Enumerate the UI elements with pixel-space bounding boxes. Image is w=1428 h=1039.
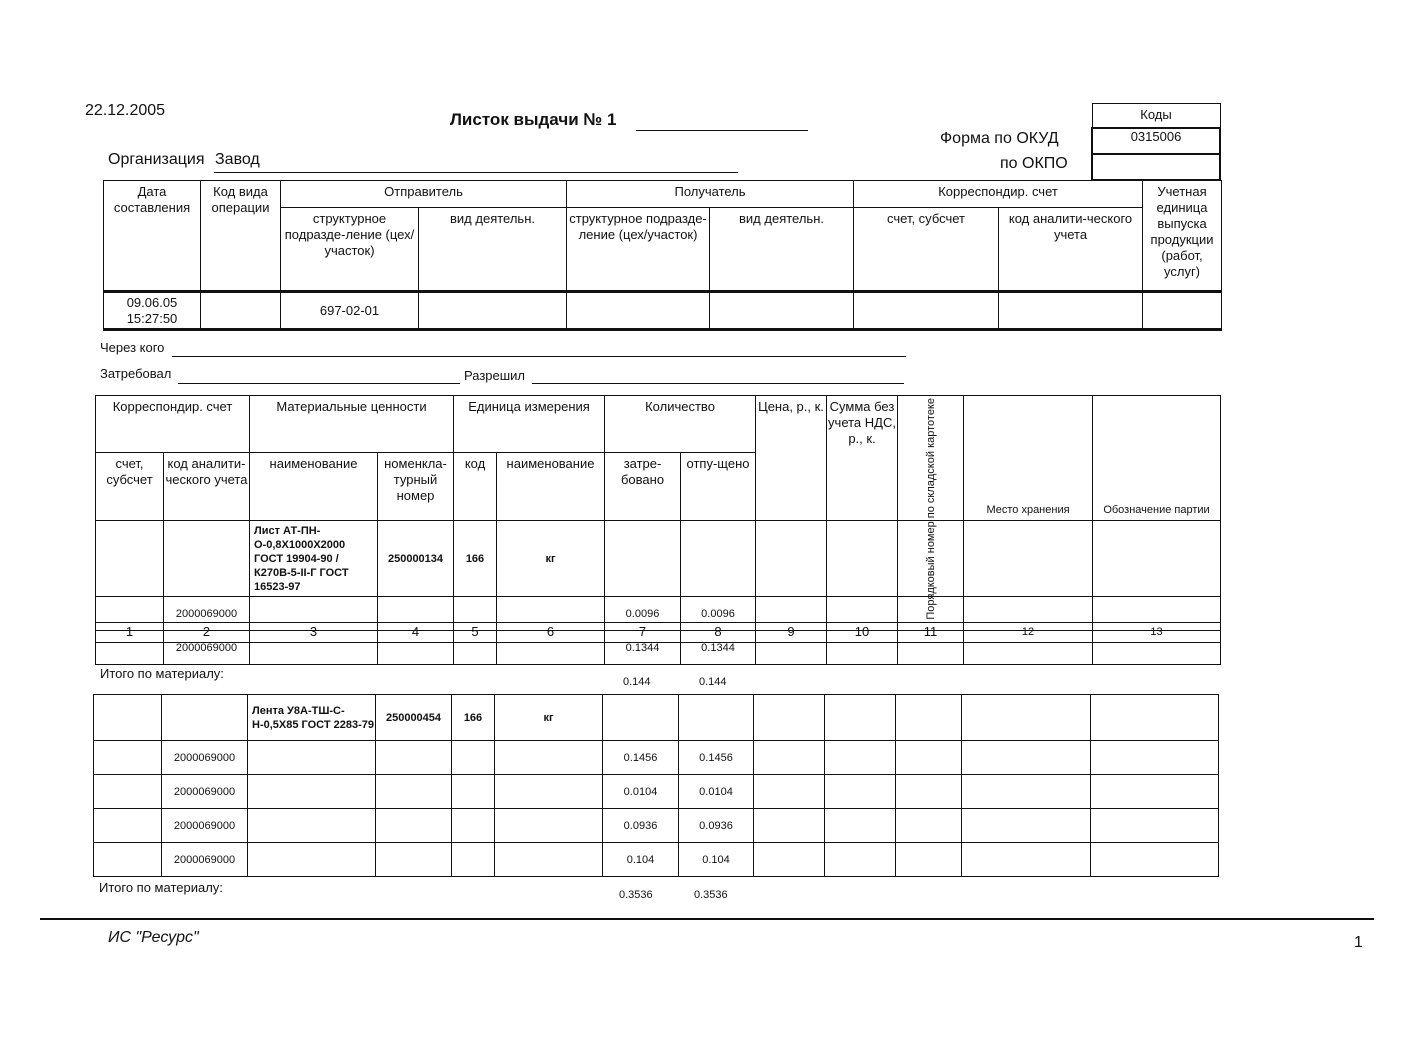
material-row xyxy=(94,695,1219,741)
okud-label: Форма по ОКУД xyxy=(940,130,1059,147)
okpo-label: по ОКПО xyxy=(1000,155,1068,172)
h-account: счет, субсчет xyxy=(96,452,164,622)
sender-struct-header: структурное подразде-ление (цех/участок) xyxy=(281,208,419,292)
org-line xyxy=(214,172,738,173)
sender-activity-cell xyxy=(419,292,567,330)
material-row xyxy=(96,521,1221,597)
table-row xyxy=(96,597,1221,631)
requested-line xyxy=(178,383,460,384)
via-label: Через кого xyxy=(100,340,165,355)
col-num: 5 xyxy=(454,622,497,642)
total-label-1: Итого по материалу: xyxy=(100,666,224,681)
doc-date: 09.06.05 xyxy=(126,294,178,310)
r-released: 0.0104 xyxy=(679,775,754,809)
doc-date-cell xyxy=(104,292,201,330)
okud-code: 0315006 xyxy=(1092,128,1220,154)
m-nomen: 250000134 xyxy=(378,521,454,597)
col-num: 4 xyxy=(378,622,454,642)
analytic-header: код аналити-ческого учета xyxy=(999,208,1143,292)
col-num: 12 xyxy=(964,622,1093,642)
h-storage: Место хранения xyxy=(964,396,1093,623)
sender-header: Отправитель xyxy=(281,181,567,208)
receiver-struct-cell xyxy=(567,292,710,330)
col-num: 11 xyxy=(898,622,964,642)
r-analytic: 2000069000 xyxy=(164,597,250,631)
footer-rule xyxy=(40,918,1374,920)
okpo-code xyxy=(1092,154,1220,180)
r-released: 0.0096 xyxy=(681,597,756,631)
total-released-2: 0.3536 xyxy=(694,889,728,901)
r-requested: 0.104 xyxy=(603,843,679,877)
h-qty: Количество xyxy=(605,396,756,453)
page-number: 1 xyxy=(1354,934,1363,951)
codes-header: Коды xyxy=(1092,104,1220,128)
table-row xyxy=(96,631,1221,665)
date-header: Дата составления xyxy=(104,181,201,292)
total-requested-1: 0.144 xyxy=(623,676,651,688)
codes-table xyxy=(1091,103,1221,181)
r-requested: 0.1456 xyxy=(603,741,679,775)
via-line xyxy=(172,356,906,357)
allowed-line xyxy=(532,383,904,384)
r-analytic: 2000069000 xyxy=(162,775,248,809)
h-sum: Сумма без учета НДС, р., к. xyxy=(827,396,898,623)
col-num: 1 xyxy=(96,622,164,642)
h-batch: Обозначение партии xyxy=(1093,396,1221,623)
unit-cell xyxy=(1143,292,1222,330)
col-num: 13 xyxy=(1093,622,1221,642)
h-code: код xyxy=(454,452,497,622)
allowed-label: Разрешил xyxy=(464,368,526,383)
col-num: 3 xyxy=(250,622,378,642)
table-row xyxy=(94,843,1219,877)
col-num: 9 xyxy=(756,622,827,642)
table-row xyxy=(94,741,1219,775)
h-price: Цена, р., к. xyxy=(756,396,827,623)
r-released: 0.0936 xyxy=(679,809,754,843)
receiver-struct-header: структурное подразде-ление (цех/участок) xyxy=(567,208,710,292)
total-label-2: Итого по материалу: xyxy=(99,880,223,895)
col-num: 8 xyxy=(681,622,756,642)
r-requested: 0.0936 xyxy=(603,809,679,843)
r-analytic: 2000069000 xyxy=(162,741,248,775)
document-date: 22.12.2005 xyxy=(85,102,166,119)
table-row xyxy=(94,809,1219,843)
h-released: отпу-щено xyxy=(681,452,756,622)
col-num: 10 xyxy=(827,622,898,642)
h-material: Материальные ценности xyxy=(250,396,454,453)
h-corr: Корреспондир. счет xyxy=(96,396,250,453)
r-analytic: 2000069000 xyxy=(162,843,248,877)
m-code: 166 xyxy=(452,695,495,741)
total-released-1: 0.144 xyxy=(699,676,727,688)
h-requested: затре-бовано xyxy=(605,452,681,622)
r-released: 0.104 xyxy=(679,843,754,877)
h-card: Порядковый номер по складской картотеке xyxy=(924,398,937,620)
h-analytic: код аналити-ческого учета xyxy=(164,452,250,622)
unit-header: Учетная единица выпуска продукции (работ, услуг) xyxy=(1143,181,1222,292)
r-released: 0.1344 xyxy=(681,631,756,665)
col-num: 6 xyxy=(497,622,605,642)
receiver-activity-cell xyxy=(710,292,854,330)
r-requested: 0.0104 xyxy=(603,775,679,809)
total-requested-2: 0.3536 xyxy=(619,889,653,901)
analytic-cell xyxy=(999,292,1143,330)
requested-label: Затребовал xyxy=(100,366,172,381)
org-label: Организация xyxy=(108,151,205,168)
sender-activity-header: вид деятельн. xyxy=(419,208,567,292)
op-code-cell xyxy=(201,292,281,330)
h-nomen: номенкла-турный номер xyxy=(378,452,454,622)
m-name: Лента У8А-ТШ-С-Н-0,5Х85 ГОСТ 2283-79 xyxy=(248,695,376,741)
sender-receiver-table xyxy=(103,180,1222,331)
h-name: наименование xyxy=(250,452,378,622)
corr-account-header: Корреспондир. счет xyxy=(854,181,1143,208)
sender-struct-cell: 697-02-01 xyxy=(281,292,419,330)
table-row xyxy=(94,775,1219,809)
m-analytic xyxy=(164,521,250,597)
footer-system: ИС "Ресурс" xyxy=(108,929,199,946)
title-number-line xyxy=(636,130,808,131)
col-num: 2 xyxy=(164,622,250,642)
m-code: 166 xyxy=(454,521,497,597)
doc-time: 15:27:50 xyxy=(126,310,178,326)
m-unit: кг xyxy=(495,695,603,741)
h-unit-name: наименование xyxy=(497,452,605,622)
receiver-header: Получатель xyxy=(567,181,854,208)
account-header: счет, субсчет xyxy=(854,208,999,292)
receiver-activity-header: вид деятельн. xyxy=(710,208,854,292)
r-analytic: 2000069000 xyxy=(162,809,248,843)
org-value: Завод xyxy=(215,151,260,168)
operation-code-header: Код вида операции xyxy=(201,181,281,292)
m-unit: кг xyxy=(497,521,605,597)
r-requested: 0.0096 xyxy=(605,597,681,631)
material-block-1 xyxy=(95,520,1221,665)
m-nomen: 250000454 xyxy=(376,695,452,741)
r-released: 0.1456 xyxy=(679,741,754,775)
account-cell xyxy=(854,292,999,330)
material-block-2 xyxy=(93,694,1219,877)
document-title: Листок выдачи № 1 xyxy=(450,110,617,129)
r-analytic: 2000069000 xyxy=(164,631,250,665)
col-num: 7 xyxy=(605,622,681,642)
h-unit: Единица измерения xyxy=(454,396,605,453)
r-requested: 0.1344 xyxy=(605,631,681,665)
m-name: Лист АТ-ПН-О-0,8Х1000Х2000 ГОСТ 19904-90 / К270В-5-II-Г ГОСТ 16523-97 xyxy=(250,521,378,597)
m-account xyxy=(96,521,164,597)
